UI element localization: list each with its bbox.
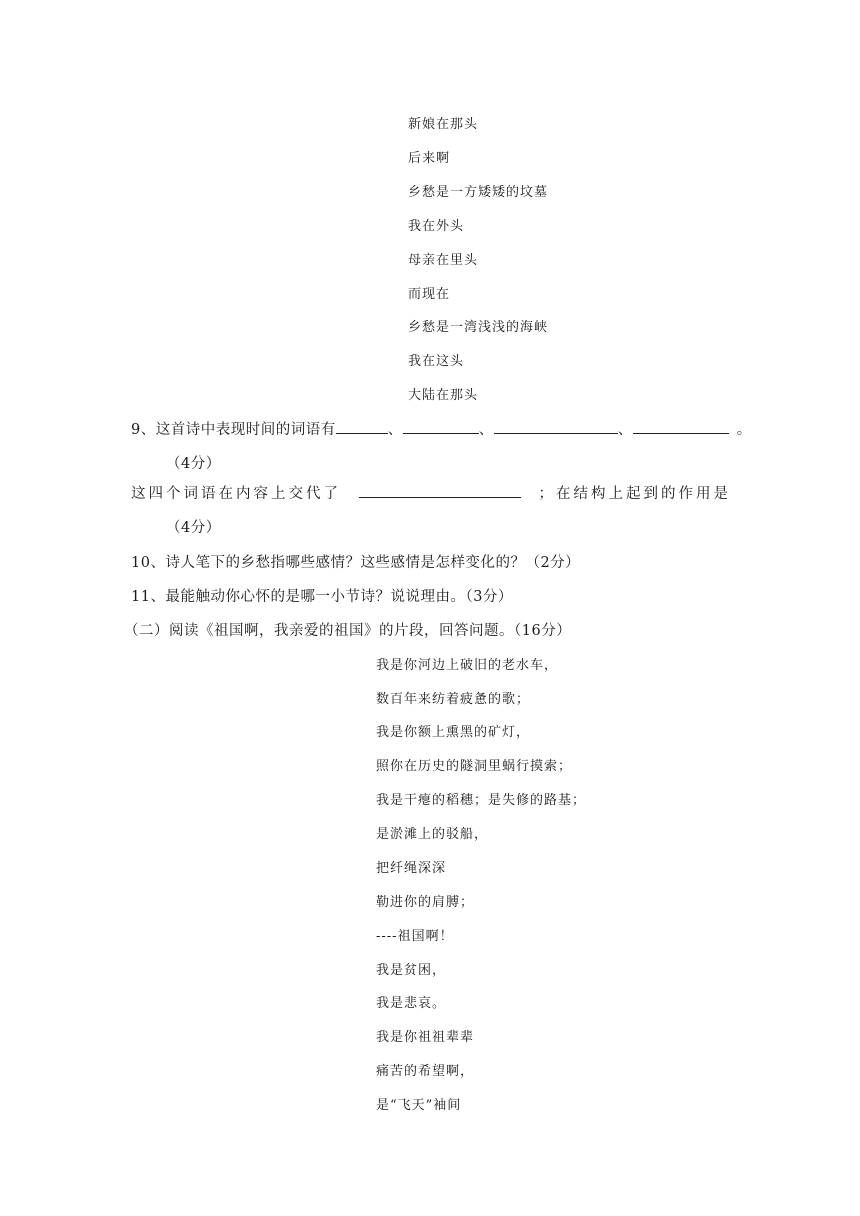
poem-line: 乡愁是一湾浅浅的海峡 [408,320,549,335]
poem-line: 照你在历史的隧洞里蜗行摸索； [376,759,573,774]
answer-blank-5[interactable] [359,482,521,498]
poem-line: 乡愁是一方矮矮的坟墓 [408,185,549,200]
question-9-part-2-right: ；在结构上起到的作用是 [538,486,731,502]
poem-line: 我是干瘪的稻穗；是失修的路基； [376,793,587,808]
separator: 、 [617,422,633,438]
question-11: 11、最能触动你心怀的是哪一小节诗？说说理由。（3分） [131,589,513,605]
poem-line: 我在外头 [408,219,465,234]
poem-line: 而现在 [408,287,451,302]
separator: 、 [478,422,494,438]
poem-line: 痛苦的希望啊， [376,1064,475,1079]
poem-line: 大陆在那头 [408,388,479,403]
answer-blank-4[interactable] [633,418,729,434]
poem-line: 我是你祖祖辈辈 [376,1030,475,1045]
question-10: 10、诗人笔下的乡愁指哪些感情？这些感情是怎样变化的？（2分） [131,555,581,571]
answer-blank-2[interactable] [403,418,479,434]
poem-line: 我是悲哀。 [376,996,447,1011]
separator: 、 [387,422,403,438]
period: 。 [736,422,752,438]
poem-line: 新娘在那头 [408,117,479,132]
poem-line: 我是你河边上破旧的老水车， [376,658,559,673]
poem-line: 母亲在里头 [408,253,479,268]
section-2-title: （二）阅读《祖国啊，我亲爱的祖国》的片段，回答问题。（16分） [124,623,572,639]
poem-line: 是淤滩上的驳船， [376,827,489,842]
poem-line: 勒进你的肩膊； [376,895,475,910]
poem-line: 后来啊 [408,151,451,166]
question-9-score-1: （4分） [166,456,221,472]
poem-line: 把纤绳深深 [376,861,447,876]
poem-line: 我在这头 [408,354,465,369]
poem-line: ----祖国啊！ [376,929,454,944]
poem-line: 数百年来纺着疲惫的歌； [376,692,531,707]
poem-line: 是“飞天”袖间 [376,1098,462,1113]
answer-blank-1[interactable] [336,418,388,434]
question-9-part-2-left: 这四个词语在内容上交代了 [131,486,341,502]
poem-line: 我是你额上熏黑的矿灯， [376,725,531,740]
answer-blank-3[interactable] [494,418,618,434]
question-9-text: 9、这首诗中表现时间的词语有 [131,422,336,438]
question-9-part-2 [131,482,731,503]
poem-line: 我是贫困， [376,963,447,978]
question-9-score-2: （4分） [166,520,221,536]
question-9 [131,418,752,439]
